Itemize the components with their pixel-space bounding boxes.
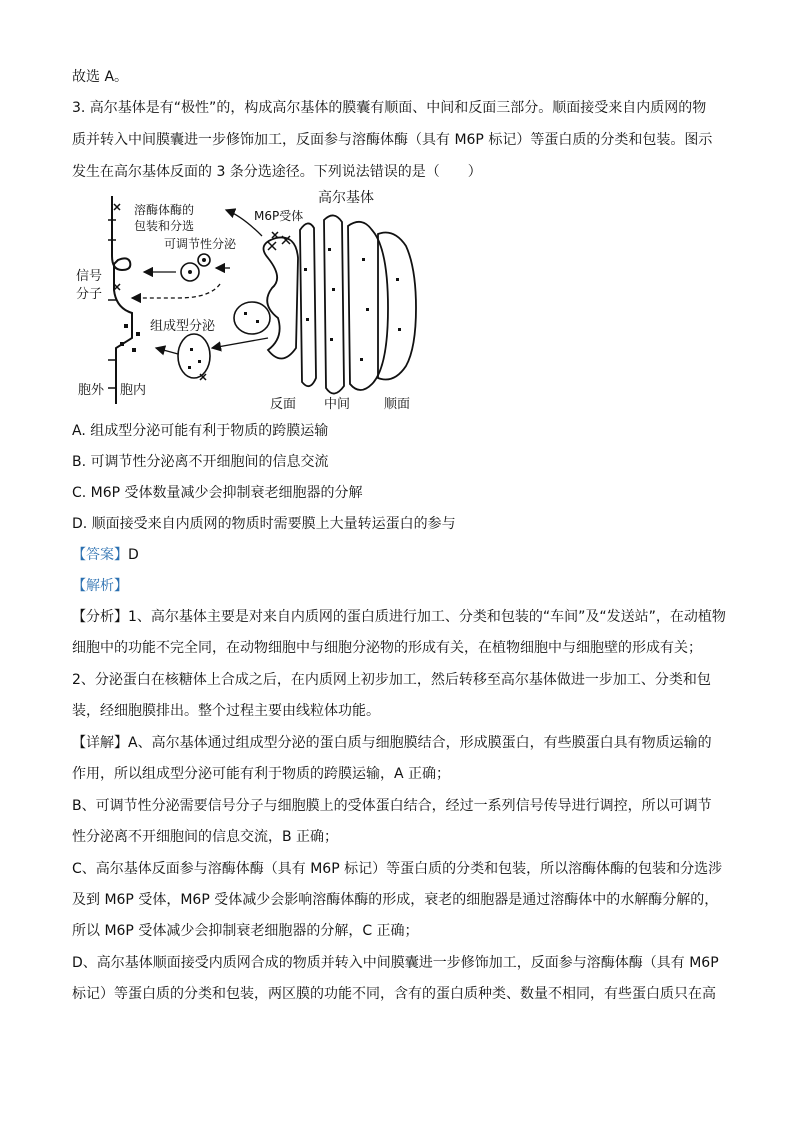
answer-value: D <box>128 547 139 563</box>
label-signal-2: 分子 <box>76 287 103 302</box>
detail-line-8: D、高尔基体顺面接受内质网合成的物质并转入中间膜囊进一步修饰加工，反面参与溶酶体酶（具有 M6P <box>72 955 719 971</box>
detail-tag: 【详解】 <box>72 735 128 751</box>
detail-line-4: 性分泌离不开细胞间的信息交流，B 正确； <box>72 829 339 845</box>
label-lyso-2: 包装和分选 <box>134 219 195 233</box>
label-m6p: M6P受体 <box>254 209 304 223</box>
option-c: C. M6P 受体数量减少会抑制衰老细胞器的分解 <box>72 485 363 501</box>
label-golgi: 高尔基体 <box>318 190 374 206</box>
label-constitutive: 组成型分泌 <box>150 319 216 334</box>
option-b: B. 可调节性分泌离不开细胞间的信息交流 <box>72 454 329 470</box>
analysis-line-4: 装，经细胞膜排出。整个过程主要由线粒体功能。 <box>72 703 380 719</box>
prev-answer-line: 故选 A。 <box>72 69 129 85</box>
question-line-2: 质并转入中间膜囊进一步修饰加工，反面参与溶酶体酶（具有 M6P 标记）等蛋白质的分类和包装。图示 <box>72 132 713 148</box>
question-line-3: 发生在高尔基体反面的 3 条分选途径。下列说法错误的是（ ） <box>72 164 482 180</box>
detail-line-2: 作用，所以组成型分泌可能有利于物质的跨膜运输，A 正确； <box>72 766 451 782</box>
label-regulated: 可调节性分泌 <box>164 237 237 251</box>
detail-line-9: 标记）等蛋白质的分类和包装，两区膜的功能不同，含有的蛋白质种类、数量不相同，有些蛋白质只在高 <box>72 986 716 1002</box>
detail-text-1: A、高尔基体通过组成型分泌的蛋白质与细胞膜结合，形成膜蛋白，有些膜蛋白具有物质运输的 <box>128 735 712 751</box>
analysis-tag: 【解析】 <box>72 578 128 594</box>
answer-line <box>72 545 139 565</box>
label-signal-1: 信号 <box>76 269 103 284</box>
question-line-1: 3. 高尔基体是有“极性”的，构成高尔基体的膜囊有顺面、中间和反面三部分。顺面接受来自内质网的物 <box>72 100 707 116</box>
analysis-line-3: 2、分泌蛋白在核糖体上合成之后，在内质网上初步加工，然后转移至高尔基体做进一步加工、分类和包 <box>72 672 711 688</box>
label-medial: 中间 <box>324 397 351 412</box>
label-lyso-1: 溶酶体酶的 <box>134 203 195 217</box>
answer-tag: 【答案】 <box>72 547 128 563</box>
analysis-heading <box>72 576 128 596</box>
label-inside: 胞内 <box>120 383 147 398</box>
golgi-sorting-figure <box>72 188 432 414</box>
cell-membrane <box>108 196 132 404</box>
analysis-text-1: 1、高尔基体主要是对来自内质网的蛋白质进行加工、分类和包装的“车间”及“发送站”，在动植物 <box>128 609 726 625</box>
analysis-line-1 <box>72 607 726 627</box>
detail-line-5: C、高尔基体反面参与溶酶体酶（具有 M6P 标记）等蛋白质的分类和包装，所以溶酶体酶的包装和分选涉 <box>72 861 723 877</box>
analysis-sub-tag: 【分析】 <box>72 609 128 625</box>
label-outside: 胞外 <box>78 383 105 398</box>
detail-line-1 <box>72 733 712 753</box>
detail-line-3: B、可调节性分泌需要信号分子与细胞膜上的受体蛋白结合，经过一系列信号传导进行调控，所以可调节 <box>72 798 712 814</box>
option-a: A. 组成型分泌可能有利于物质的跨膜运输 <box>72 423 329 439</box>
cargo-dots <box>120 248 401 369</box>
option-d: D. 顺面接受来自内质网的物质时需要膜上大量转运蛋白的参与 <box>72 516 456 532</box>
golgi-stacks <box>264 215 417 393</box>
detail-line-7: 所以 M6P 受体减少会抑制衰老细胞器的分解，C 正确； <box>72 923 419 939</box>
label-trans: 反面 <box>270 397 297 412</box>
analysis-line-2: 细胞中的功能不完全同，在动物细胞中与细胞分泌物的形成有关，在植物细胞中与细胞壁的形成有关； <box>72 640 702 656</box>
label-cis: 顺面 <box>384 397 411 412</box>
detail-line-6: 及到 M6P 受体，M6P 受体减少会影响溶酶体酶的形成，衰老的细胞器是通过溶酶体中的水解酶分解的， <box>72 892 719 908</box>
